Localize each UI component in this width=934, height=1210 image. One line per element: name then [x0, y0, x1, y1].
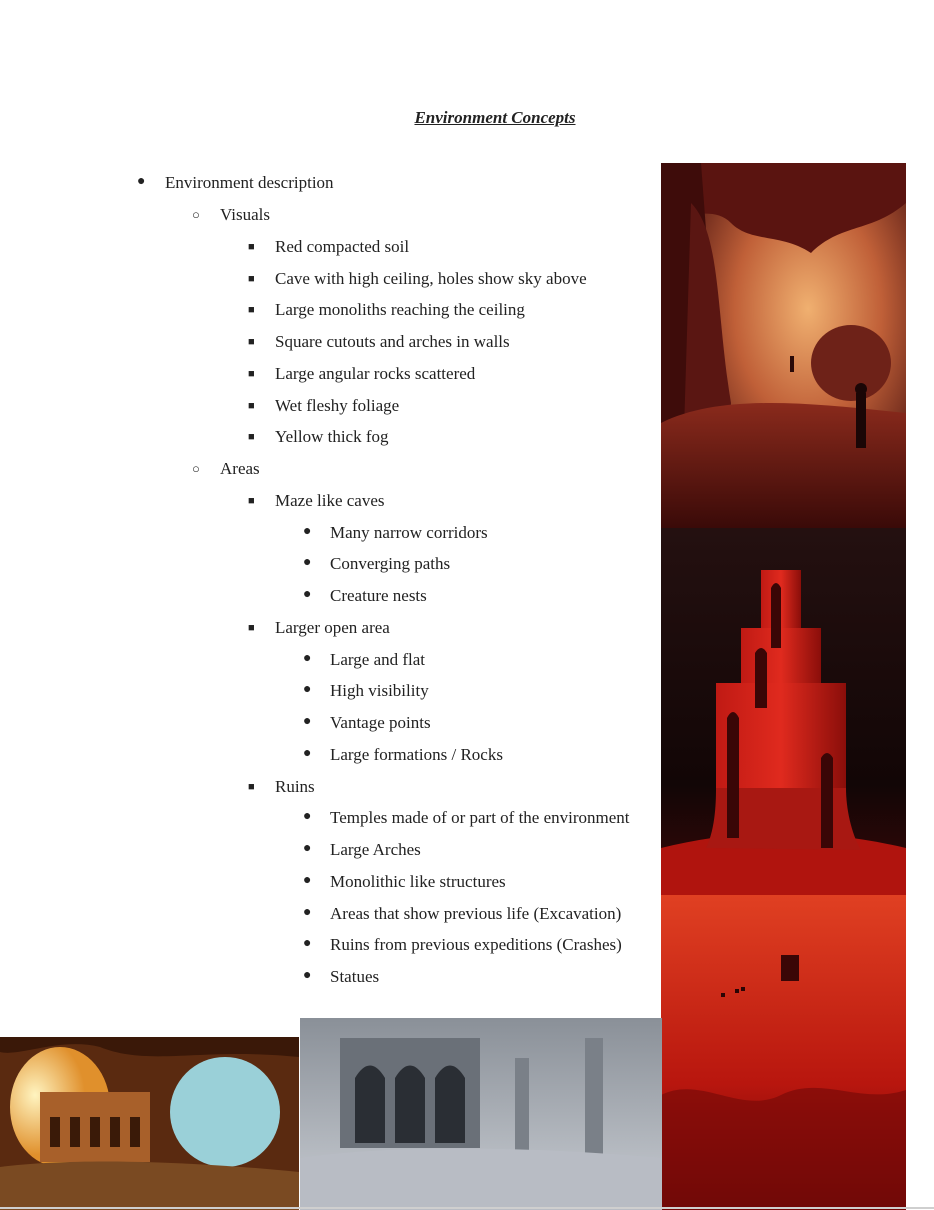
concept-image-golden-cave-ruins [0, 1037, 299, 1210]
concept-image-red-cave [661, 163, 906, 528]
concept-image-red-monolith [661, 528, 906, 895]
list-item: ■ Cave with high ceiling, holes show sky above [275, 268, 587, 290]
list-item: ● Areas that show previous life (Excavation) [330, 903, 621, 925]
list-item: ● Statues [330, 966, 379, 988]
list-item: ● Temples made of or part of the environment [330, 807, 630, 829]
list-item: ■ Yellow thick fog [275, 426, 389, 448]
list-item: ● Vantage points [330, 712, 431, 734]
list-item: ● Large and flat [330, 649, 425, 671]
list-item: ● Ruins from previous expeditions (Crashes) [330, 934, 622, 956]
list-item: ■ Wet fleshy foliage [275, 395, 399, 417]
concept-image-stone-ruins [300, 1018, 662, 1210]
list-item-open-area: ■ Larger open area [275, 617, 390, 639]
page-bottom-border [0, 1207, 934, 1209]
concept-image-red-wall [661, 895, 906, 1210]
list-item-environment-description: ● Environment description [165, 172, 334, 194]
list-item: ● Many narrow corridors [330, 522, 488, 544]
list-item: ● Creature nests [330, 585, 427, 607]
list-item: ● Large formations / Rocks [330, 744, 503, 766]
list-item-visuals: ○ Visuals [220, 204, 270, 226]
page-title: Environment Concepts [414, 108, 576, 127]
list-item: ● Converging paths [330, 553, 450, 575]
list-item: ● High visibility [330, 680, 429, 702]
list-item: ● Large Arches [330, 839, 421, 861]
list-item: ■ Large monoliths reaching the ceiling [275, 299, 525, 321]
list-item-areas: ○ Areas [220, 458, 260, 480]
list-item-ruins: ■ Ruins [275, 776, 315, 798]
list-item: ■ Large angular rocks scattered [275, 363, 475, 385]
list-item-maze: ■ Maze like caves [275, 490, 385, 512]
list-item: ● Monolithic like structures [330, 871, 506, 893]
list-item: ■ Square cutouts and arches in walls [275, 331, 510, 353]
list-item: ■ Red compacted soil [275, 236, 409, 258]
